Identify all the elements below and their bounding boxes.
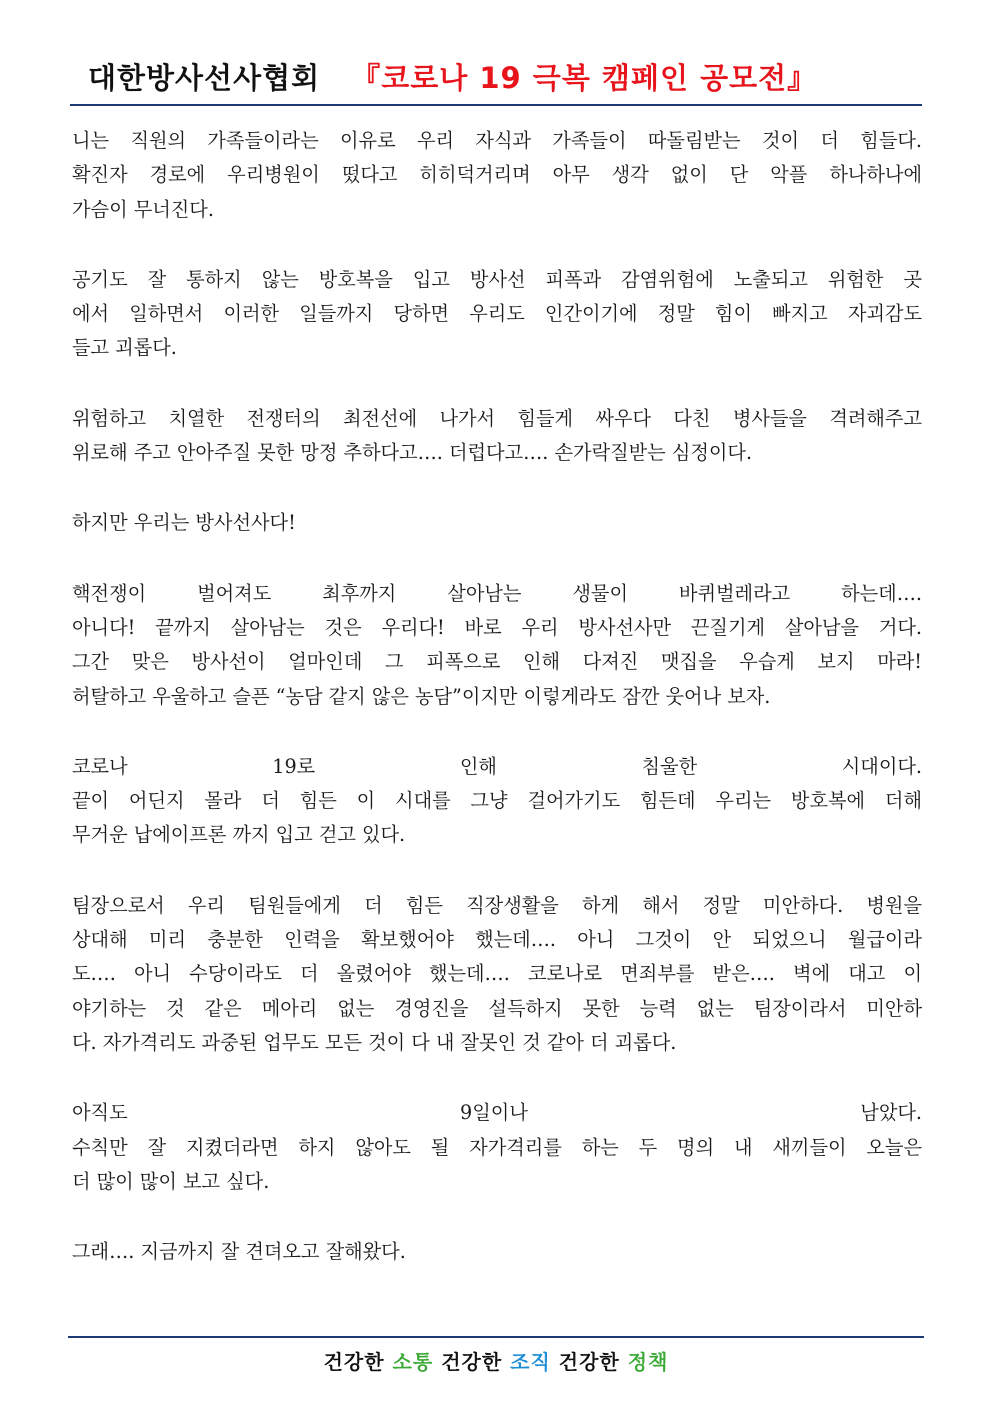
- paragraph: [72, 1235, 922, 1269]
- text-line: 핵전쟁이 벌어져도 최후까지 살아남는 생물이 바퀴벌레라고 하는데….: [72, 581, 922, 605]
- slogan-word: 정책: [627, 1350, 669, 1374]
- text-line: 확진자 경로에 우리병원이 떴다고 히히덕거리며 아무 생각 없이 단 악플 하나하나에: [72, 163, 922, 187]
- text-line: 아직도 9일이나 남았다.: [72, 1101, 922, 1125]
- text-line: 도…. 아니 수당이라도 더 올렸어야 했는데…. 코로나로 면죄부를 받은…. 벽에 대고 이: [72, 962, 922, 986]
- slogan-word: 건강한: [441, 1350, 503, 1374]
- text-line: 하지만 우리는 방사선사다!: [72, 511, 296, 535]
- paragraph: [72, 889, 922, 1060]
- footer-divider: [68, 1336, 924, 1338]
- paragraph: [72, 263, 922, 366]
- text-line: 상대해 미리 충분한 인력을 확보했어야 했는데…. 아니 그것이 안 되었으니 월급이라: [72, 928, 922, 952]
- text-line: 코로나 19로 인해 침울한 시대이다.: [72, 754, 922, 778]
- footer-slogan: [0, 1346, 992, 1375]
- text-line: 아니다! 끝까지 살아남는 것은 우리다! 바로 우리 방사선사만 끈질기게 살아남을 거다.: [72, 615, 922, 639]
- slogan-word: 건강한: [558, 1350, 620, 1374]
- paragraph: [72, 750, 922, 853]
- campaign-title: 『코로나 19 극복 캠페인 공모전』: [351, 61, 818, 95]
- header-divider: [70, 104, 922, 106]
- document-header: [88, 56, 817, 100]
- paragraph: [72, 577, 922, 714]
- text-line: 끝이 어딘지 몰라 더 힘든 이 시대를 그냥 걸어가기도 힘든데 우리는 방호복에 더해: [72, 789, 922, 813]
- document-body: [72, 124, 922, 1305]
- organization-name: 대한방사선사협회: [88, 61, 321, 95]
- text-line: 야기하는 것 같은 메아리 없는 경영진을 설득하지 못한 능력 없는 팀장이라서 미안하: [72, 996, 922, 1020]
- text-line: 에서 일하면서 이러한 일들까지 당하면 우리도 인간이기에 정말 힘이 빠지고 자괴감도: [72, 302, 922, 326]
- text-line: 그간 맞은 방사선이 얼마인데 그 피폭으로 인해 다져진 맷집을 우습게 보지 마라!: [72, 650, 922, 674]
- text-line: 들고 괴롭다.: [72, 336, 177, 360]
- text-line: 다. 자가격리도 과중된 업무도 모든 것이 다 내 잘못인 것 같아 더 괴롭다.: [72, 1030, 677, 1054]
- paragraph: [72, 1096, 922, 1199]
- text-line: 수칙만 잘 지켰더라면 하지 않아도 될 자가격리를 하는 두 명의 내 새끼들이 오늘은: [72, 1135, 922, 1159]
- paragraph: [72, 124, 922, 227]
- text-line: 그래…. 지금까지 잘 견뎌오고 잘해왔다.: [72, 1240, 406, 1264]
- text-line: 무거운 납에이프론 까지 입고 걷고 있다.: [72, 823, 406, 847]
- paragraph: [72, 402, 922, 471]
- paragraph: [72, 506, 922, 540]
- slogan-word: 소통: [392, 1350, 434, 1374]
- text-line: 공기도 잘 통하지 않는 방호복을 입고 방사선 피폭과 감염위험에 노출되고 위험한 곳: [72, 267, 922, 291]
- slogan-word: 조직: [510, 1350, 551, 1374]
- text-line: 가슴이 무너진다.: [72, 197, 214, 221]
- text-line: 더 많이 많이 보고 싶다.: [72, 1169, 270, 1193]
- text-line: 허탈하고 우울하고 슬픈 “농담 같지 않은 농담”이지만 이렇게라도 잠깐 웃어나 보자.: [72, 684, 771, 708]
- text-line: 니는 직원의 가족들이라는 이유로 우리 자식과 가족들이 따돌림받는 것이 더 힘들다.: [72, 129, 922, 152]
- text-line: 위험하고 치열한 전쟁터의 최전선에 나가서 힘들게 싸우다 다친 병사들을 격려해주고: [72, 406, 922, 430]
- text-line: 팀장으로서 우리 팀원들에게 더 힘든 직장생활을 하게 해서 정말 미안하다. 병원을: [72, 893, 922, 917]
- text-line: 위로해 주고 안아주질 못한 망정 추하다고…. 더럽다고…. 손가락질받는 심정이다.: [72, 441, 753, 465]
- slogan-word: 건강한: [323, 1350, 385, 1374]
